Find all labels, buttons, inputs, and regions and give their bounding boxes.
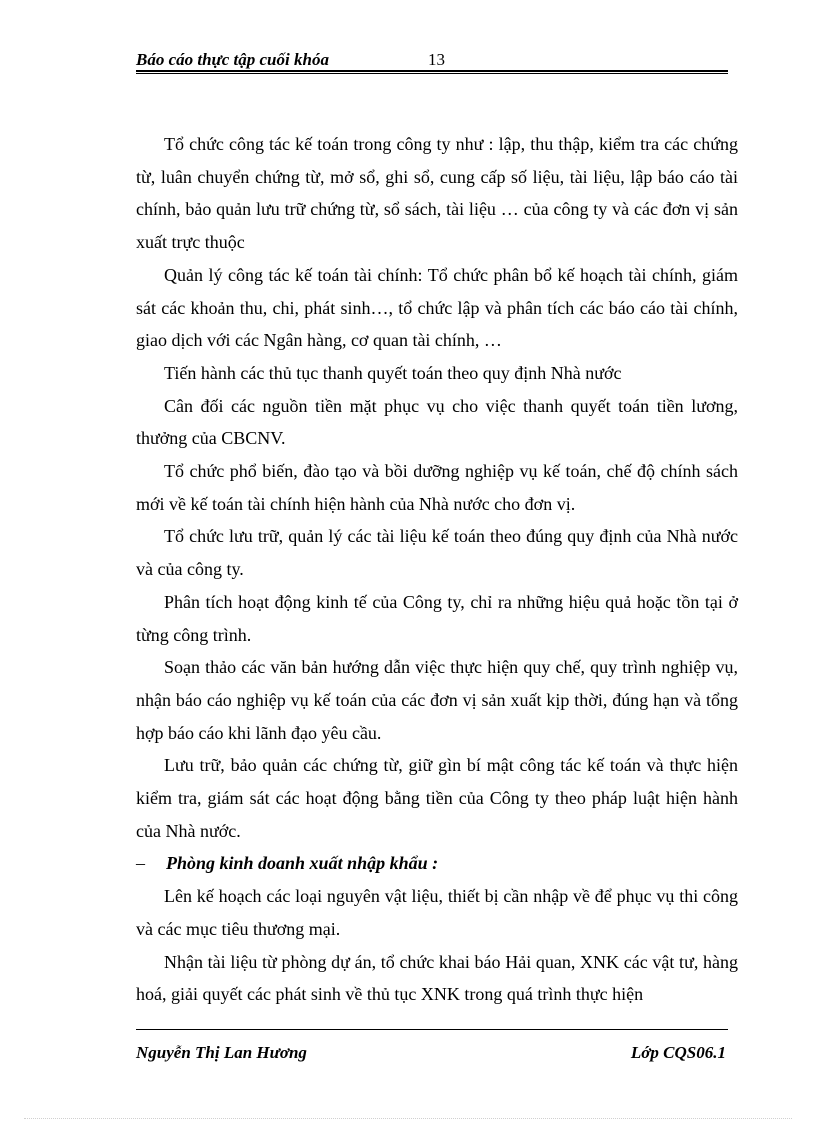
body-text <box>136 128 738 1011</box>
paragraph: Tổ chức lưu trữ, quản lý các tài liệu kế toán theo đúng quy định của Nhà nước và của công ty. <box>136 526 738 580</box>
section-heading-text: Phòng kinh doanh xuất nhập khẩu : <box>166 853 439 874</box>
paragraph: Soạn thảo các văn bản hướng dẫn việc thực hiện quy chế, quy trình nghiệp vụ, nhận báo cáo nghiệp vụ kế toán của các đơn vị sản xuất kịp thời, đúng hạn và tổng hợp báo cáo khi lãnh đạo yêu cầu. <box>136 657 738 743</box>
document-title: Báo cáo thực tập cuối khóa <box>136 50 329 69</box>
paragraph: Lưu trữ, bảo quản các chứng từ, giữ gìn bí mật công tác kế toán và thực hiện kiểm tra, giám sát các hoạt động bằng tiền của Công ty theo pháp luật hiện hành của Nhà nước. <box>136 755 738 841</box>
page-header <box>136 50 728 70</box>
author-name: Nguyễn Thị Lan Hương <box>136 1043 307 1062</box>
section-heading <box>136 847 738 880</box>
page-number: 13 <box>428 50 445 69</box>
paragraph: Tổ chức công tác kế toán trong công ty như : lập, thu thập, kiểm tra các chứng từ, luân chuyển chứng từ, mở sổ, ghi sổ, cung cấp số liệu, tài liệu, lập báo cáo tài chính, bảo quản lưu trữ chứng từ, sổ sách, tài liệu … của công ty và các đơn vị sản xuất trực thuộc <box>136 134 738 253</box>
heading-dash: – <box>136 853 145 874</box>
paragraph: Cân đối các nguồn tiền mặt phục vụ cho việc thanh quyết toán tiền lương, thưởng của CBCNV. <box>136 395 738 449</box>
class-name: Lớp CQS06.1 <box>630 1043 726 1062</box>
paragraph: Tiến hành các thủ tục thanh quyết toán theo quy định Nhà nước <box>164 362 622 383</box>
header-rule <box>136 70 728 74</box>
paragraph: Phân tích hoạt động kinh tế của Công ty, chỉ ra những hiệu quả hoặc tồn tại ở từng công trình. <box>136 591 738 645</box>
paragraph: Nhận tài liệu từ phòng dự án, tổ chức khai báo Hải quan, XNK các vật tư, hàng hoá, giải quyết các phát sinh về thủ tục XNK trong quá trình thực hiện <box>136 951 738 1005</box>
page-bottom-edge <box>24 1118 792 1119</box>
paragraph: Quản lý công tác kế toán tài chính: Tổ chức phân bổ kế hoạch tài chính, giám sát các khoản thu, chi, phát sinh…, tổ chức lập và phân tích các báo cáo tài chính, giao dịch với các Ngân hàng, cơ quan tài chính, … <box>136 264 738 351</box>
footer-rule <box>136 1029 728 1030</box>
paragraph: Tổ chức phổ biến, đào tạo và bồi dưỡng nghiệp vụ kế toán, chế độ chính sách mới về kế toán tài chính hiện hành của Nhà nước cho đơn vị. <box>136 461 738 514</box>
paragraph: Lên kế hoạch các loại nguyên vật liệu, thiết bị cần nhập về để phục vụ thi công và các mục tiêu thương mại. <box>136 886 738 939</box>
